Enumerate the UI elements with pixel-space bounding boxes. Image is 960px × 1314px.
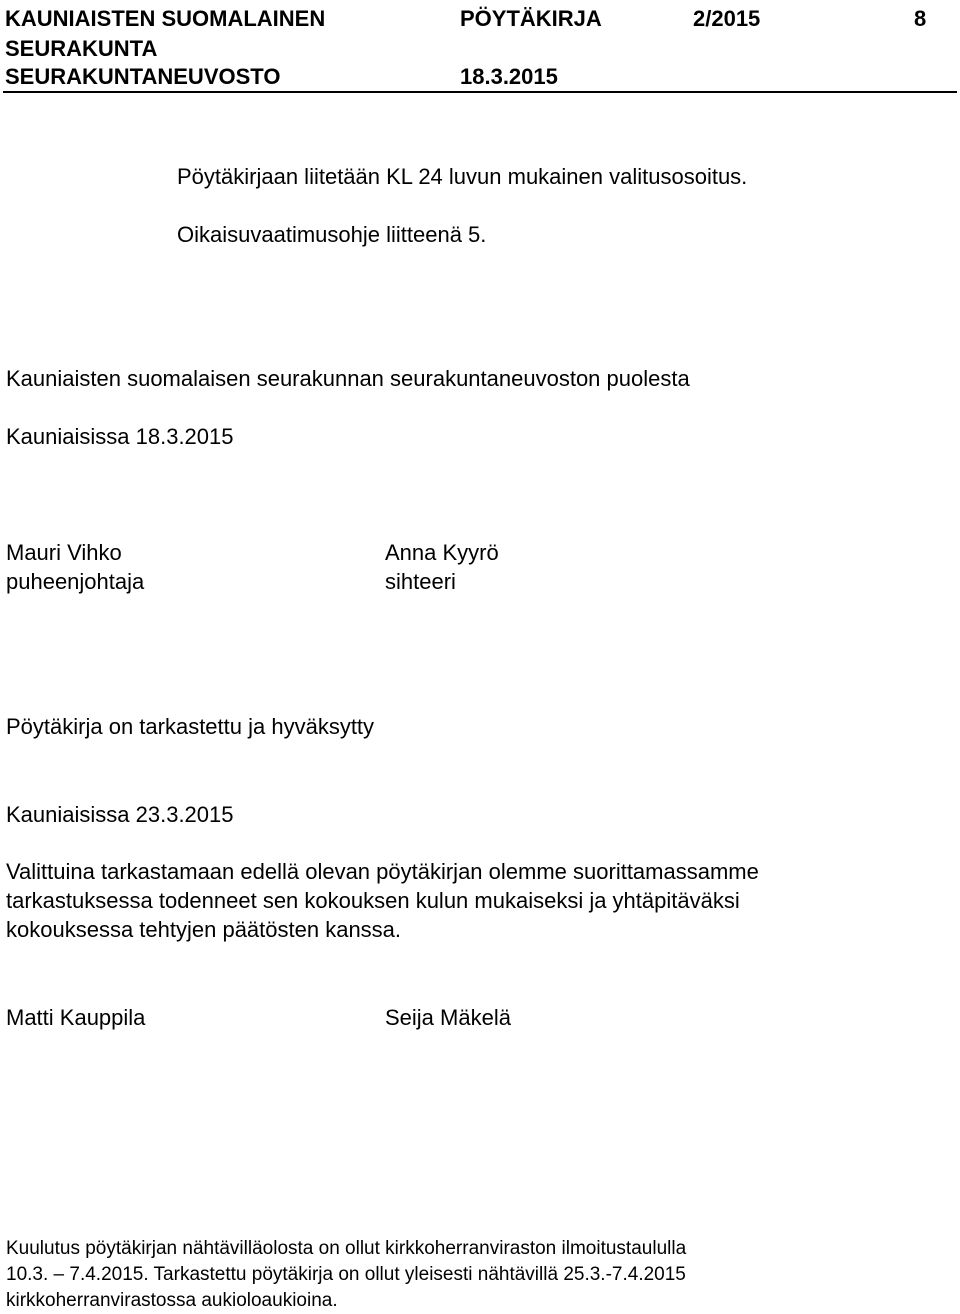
signer-role-secretary: sihteeri (385, 569, 456, 594)
review-statement-line: tarkastuksessa todenneet sen kokouksen kulun mukaiseksi ja yhtäpitäväksi (6, 888, 740, 913)
announcement-line: Kuulutus pöytäkirjan nähtävilläolosta on ollut kirkkoherranviraston ilmoitustaululla (6, 1238, 687, 1259)
doc-type: PÖYTÄKIRJA (460, 6, 602, 31)
org-name-line3: SEURAKUNTANEUVOSTO (5, 64, 281, 89)
review-statement-line: kokouksessa tehtyjen päätösten kanssa. (6, 917, 402, 942)
rectification-note: Oikaisuvaatimusohje liitteenä 5. (177, 222, 487, 247)
announcement-line: kirkkoherranvirastossa aukioloaukioina. (6, 1290, 338, 1311)
signer-role-chair: puheenjohtaja (6, 569, 145, 594)
approved-note: Pöytäkirja on tarkastettu ja hyväksytty (6, 714, 375, 739)
announcement-line: 10.3. – 7.4.2015. Tarkastettu pöytäkirja on ollut yleisesti nähtävillä 25.3.-7.4.2015 (6, 1264, 686, 1285)
signer-name-chair: Mauri Vihko (6, 540, 122, 565)
page-number: 8 (914, 6, 927, 31)
review-statement-line: Valittuina tarkastamaan edellä olevan pöytäkirjan olemme suorittamassamme (6, 859, 759, 884)
announcement-note (6, 1236, 686, 1314)
review-place-date: Kauniaisissa 23.3.2015 (6, 802, 234, 827)
reviewer-name: Matti Kauppila (6, 1005, 146, 1030)
doc-number: 2/2015 (693, 6, 761, 31)
header-divider (3, 91, 957, 93)
on-behalf-line: Kauniaisten suomalaisen seurakunnan seurakuntaneuvoston puolesta (6, 366, 690, 391)
signing-place-date: Kauniaisissa 18.3.2015 (6, 424, 234, 449)
meeting-date: 18.3.2015 (460, 64, 558, 89)
review-statement (6, 857, 759, 944)
reviewer-name: Seija Mäkelä (385, 1005, 511, 1030)
org-name-line1: KAUNIAISTEN SUOMALAINEN (5, 6, 326, 31)
org-name-line2: SEURAKUNTA (5, 36, 158, 61)
appeal-note: Pöytäkirjaan liitetään KL 24 luvun mukainen valitusosoitus. (177, 164, 748, 189)
signer-name-secretary: Anna Kyyrö (385, 540, 499, 565)
